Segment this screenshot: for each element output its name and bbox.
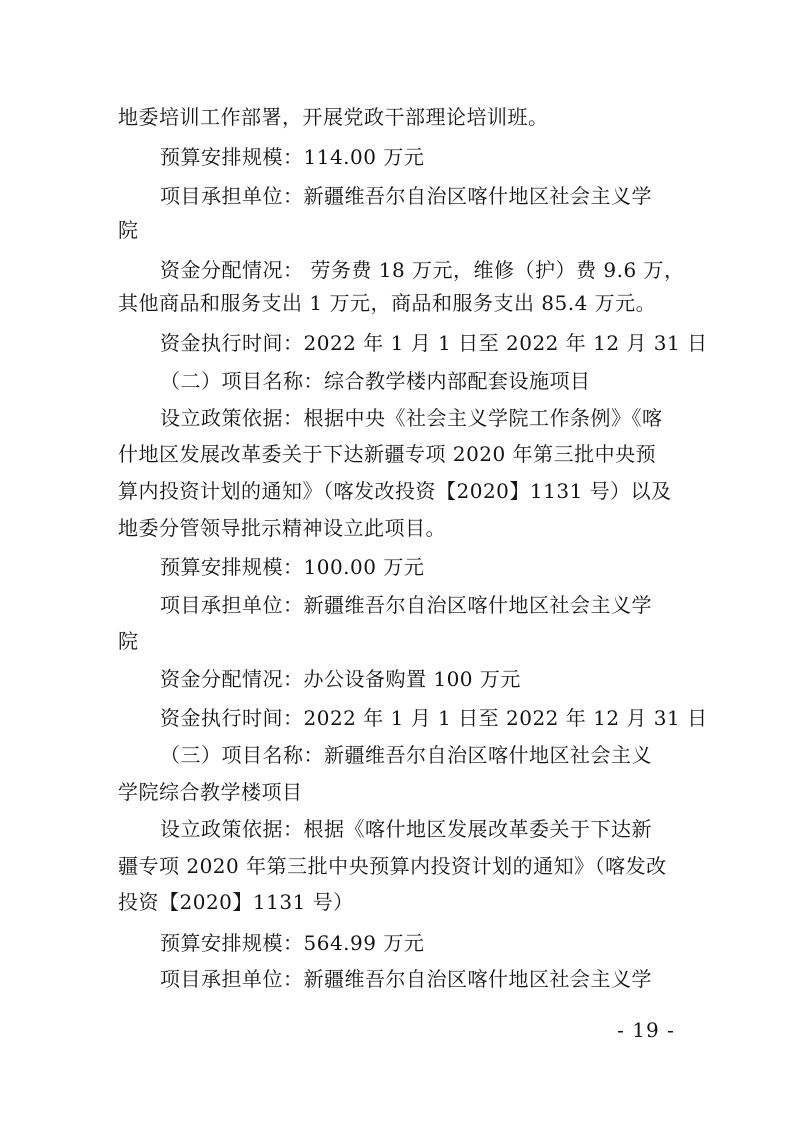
text-line: 资金分配情况： 劳务费 18 万元，维修（护）费 9.6 万， <box>160 258 685 282</box>
text-line: 投资【2020】1131 号） <box>118 890 354 914</box>
section-heading: （三）项目名称：新疆维吾尔自治区喀什地区社会主义 <box>160 743 652 767</box>
text-line: 项目承担单位：新疆维吾尔自治区喀什地区社会主义学 <box>160 593 652 617</box>
text-line: 其他商品和服务支出 1 万元，商品和服务支出 85.4 万元。 <box>118 291 657 315</box>
text-line: 地委分管领导批示精神设立此项目。 <box>118 516 446 540</box>
text-line: 资金执行时间：2022 年 1 月 1 日至 2022 年 12 月 31 日 <box>160 331 708 355</box>
text-line: 地委培训工作部署，开展党政干部理论培训班。 <box>118 105 549 129</box>
section-heading: （二）项目名称：综合教学楼内部配套设施项目 <box>160 369 591 393</box>
text-line: 疆专项 2020 年第三批中央预算内投资计划的通知》（喀发改 <box>118 854 667 878</box>
text-line: 算内投资计划的通知》（喀发改投资【2020】1131 号）以及 <box>118 479 672 503</box>
text-line: 项目承担单位：新疆维吾尔自治区喀什地区社会主义学 <box>160 184 652 208</box>
text-line: 学院综合教学楼项目 <box>118 780 303 804</box>
page-number: - 19 - <box>617 1018 675 1042</box>
text-line: 院 <box>118 629 139 653</box>
text-line: 什地区发展改革委关于下达新疆专项 2020 年第三批中央预 <box>118 442 657 466</box>
text-line: 院 <box>118 218 139 242</box>
text-line: 预算安排规模：564.99 万元 <box>160 931 425 955</box>
text-line: 资金执行时间：2022 年 1 月 1 日至 2022 年 12 月 31 日 <box>160 706 708 730</box>
text-line: 资金分配情况：办公设备购置 100 万元 <box>160 667 521 691</box>
text-line: 设立政策依据：根据《喀什地区发展改革委关于下达新 <box>160 817 652 841</box>
text-line: 设立政策依据：根据中央《社会主义学院工作条例》《喀 <box>160 406 663 430</box>
text-line: 项目承担单位：新疆维吾尔自治区喀什地区社会主义学 <box>160 967 652 991</box>
text-line: 预算安排规模：100.00 万元 <box>160 555 425 579</box>
text-line: 预算安排规模：114.00 万元 <box>160 145 425 169</box>
